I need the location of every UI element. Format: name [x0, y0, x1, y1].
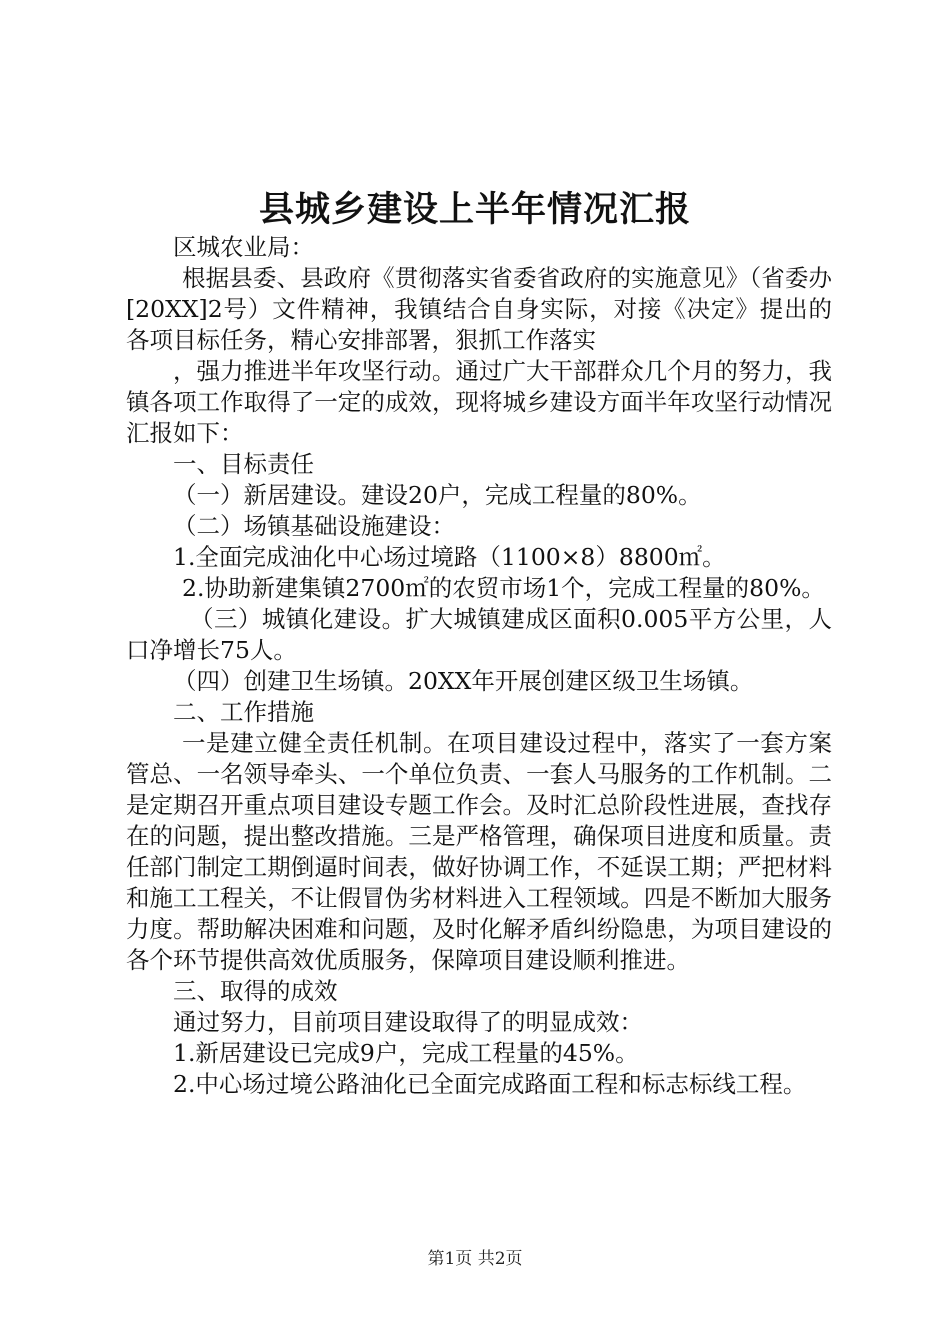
- paragraph-intro-continued: ，强力推进半年攻坚行动。通过广大干部群众几个月的努力，我镇各项工作取得了一定的成效，现将城乡建设方面半年攻坚行动情况汇报如下：: [126, 357, 832, 447]
- section-heading-2: 二、工作措施: [173, 698, 314, 726]
- paragraph-results-intro: 通过努力，目前项目建设取得了的明显成效：: [173, 1008, 643, 1036]
- list-item: 1.新居建设已完成9户，完成工程量的45%。: [173, 1039, 639, 1067]
- document-body: [126, 232, 832, 1100]
- list-item: 2.协助新建集镇2700㎡的农贸市场1个，完成工程量的80%。: [182, 574, 825, 602]
- page-footer: 第1页 共2页: [427, 1249, 523, 1269]
- list-item: 1.全面完成油化中心场过境路（1100×8）8800㎡。: [173, 543, 726, 571]
- list-item: （四）创建卫生场镇。20XX年开展创建区级卫生场镇。: [173, 667, 754, 695]
- section-heading-3: 三、取得的成效: [173, 977, 338, 1005]
- list-item: （三）城镇化建设。扩大城镇建成区面积0.005平方公里，人口净增长75人。: [126, 605, 832, 664]
- paragraph-measures: 一是建立健全责任机制。在项目建设过程中，落实了一套方案管总、一名领导牵头、一个单位负责、一套人马服务的工作机制。二是定期召开重点项目建设专题工作会。及时汇总阶段性进展，查找存在的问题，提出整改措施。三是严格管理，确保项目进度和质量。责任部门制定工期倒逼时间表，做好协调工作，不延误工期；严把材料和施工工程关，不让假冒伪劣材料进入工程领域。四是不断加大服务力度。帮助解决困难和问题，及时化解矛盾纠纷隐患，为项目建设的各个环节提供高效优质服务，保障项目建设顺利推进。: [126, 729, 832, 974]
- section-heading-1: 一、目标责任: [173, 450, 314, 478]
- list-item: 2.中心场过境公路油化已全面完成路面工程和标志标线工程。: [173, 1070, 807, 1098]
- paragraph-intro: 根据县委、县政府《贯彻落实省委省政府的实施意见》（省委办[20XX]2号）文件精神，我镇结合自身实际，对接《决定》提出的各项目标任务，精心安排部署，狠抓工作落实: [126, 264, 832, 354]
- salutation: 区城农业局：: [173, 233, 314, 261]
- list-item: （一）新居建设。建设20户，完成工程量的80%。: [173, 481, 702, 509]
- list-item: （二）场镇基础设施建设：: [173, 512, 455, 540]
- document-title: 县城乡建设上半年情况汇报: [258, 189, 691, 230]
